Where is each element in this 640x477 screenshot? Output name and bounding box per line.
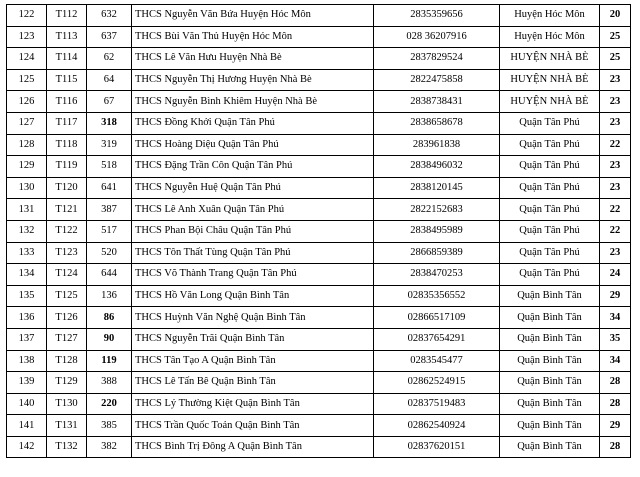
school-name-cell: THCS Lý Thường Kiệt Quận Bình Tân <box>132 393 374 415</box>
school-name-cell: THCS Đặng Trần Côn Quận Tân Phú <box>132 156 374 178</box>
district-cell: Quận Tân Phú <box>500 264 600 286</box>
school-name-cell: THCS Nguyễn Huệ Quận Tân Phú <box>132 177 374 199</box>
phone-cell: 02837654291 <box>374 328 500 350</box>
district-cell: Quận Bình Tân <box>500 436 600 458</box>
district-cell: Quận Bình Tân <box>500 285 600 307</box>
score-cell: 24 <box>600 264 631 286</box>
code-cell: T128 <box>47 350 87 372</box>
school-name-cell: THCS Nguyễn Trãi Quận Bình Tân <box>132 328 374 350</box>
table-row <box>7 112 631 134</box>
district-cell: Quận Bình Tân <box>500 372 600 394</box>
number-cell: 119 <box>87 350 132 372</box>
table-row <box>7 264 631 286</box>
number-cell: 62 <box>87 48 132 70</box>
phone-cell: 2838470253 <box>374 264 500 286</box>
row-number-cell: 131 <box>7 199 47 221</box>
code-cell: T118 <box>47 134 87 156</box>
number-cell: 319 <box>87 134 132 156</box>
score-cell: 29 <box>600 285 631 307</box>
score-cell: 23 <box>600 91 631 113</box>
number-cell: 637 <box>87 26 132 48</box>
row-number-cell: 124 <box>7 48 47 70</box>
school-name-cell: THCS Huỳnh Văn Nghệ Quận Bình Tân <box>132 307 374 329</box>
table-body <box>7 5 631 458</box>
table-row <box>7 393 631 415</box>
school-table-container <box>6 4 631 458</box>
school-name-cell: THCS Nguyễn Thị Hương Huyện Nhà Bè <box>132 69 374 91</box>
table-row <box>7 5 631 27</box>
row-number-cell: 134 <box>7 264 47 286</box>
table-row <box>7 26 631 48</box>
phone-cell: 2822475858 <box>374 69 500 91</box>
district-cell: Quận Tân Phú <box>500 156 600 178</box>
school-name-cell: THCS Đồng Khởi Quận Tân Phú <box>132 112 374 134</box>
row-number-cell: 122 <box>7 5 47 27</box>
phone-cell: 0283545477 <box>374 350 500 372</box>
row-number-cell: 123 <box>7 26 47 48</box>
school-name-cell: THCS Tôn Thất Tùng Quận Tân Phú <box>132 242 374 264</box>
phone-cell: 02835356552 <box>374 285 500 307</box>
district-cell: Huyện Hóc Môn <box>500 5 600 27</box>
code-cell: T112 <box>47 5 87 27</box>
table-row <box>7 350 631 372</box>
code-cell: T126 <box>47 307 87 329</box>
row-number-cell: 129 <box>7 156 47 178</box>
code-cell: T116 <box>47 91 87 113</box>
district-cell: Quận Bình Tân <box>500 350 600 372</box>
score-cell: 25 <box>600 48 631 70</box>
code-cell: T130 <box>47 393 87 415</box>
phone-cell: 2866859389 <box>374 242 500 264</box>
school-name-cell: THCS Tân Tạo A Quận Bình Tân <box>132 350 374 372</box>
district-cell: Huyện Hóc Môn <box>500 26 600 48</box>
score-cell: 22 <box>600 134 631 156</box>
score-cell: 22 <box>600 199 631 221</box>
number-cell: 517 <box>87 220 132 242</box>
district-cell: Quận Tân Phú <box>500 220 600 242</box>
code-cell: T122 <box>47 220 87 242</box>
row-number-cell: 133 <box>7 242 47 264</box>
phone-cell: 2835359656 <box>374 5 500 27</box>
code-cell: T125 <box>47 285 87 307</box>
score-cell: 28 <box>600 372 631 394</box>
code-cell: T114 <box>47 48 87 70</box>
score-cell: 20 <box>600 5 631 27</box>
table-row <box>7 156 631 178</box>
score-cell: 28 <box>600 393 631 415</box>
score-cell: 23 <box>600 112 631 134</box>
table-row <box>7 328 631 350</box>
score-cell: 35 <box>600 328 631 350</box>
phone-cell: 2822152683 <box>374 199 500 221</box>
phone-cell: 2838658678 <box>374 112 500 134</box>
school-name-cell: THCS Hoàng Diệu Quận Tân Phú <box>132 134 374 156</box>
score-cell: 29 <box>600 415 631 437</box>
code-cell: T127 <box>47 328 87 350</box>
district-cell: HUYỆN NHÀ BÈ <box>500 48 600 70</box>
number-cell: 387 <box>87 199 132 221</box>
score-cell: 23 <box>600 69 631 91</box>
school-name-cell: THCS Nguyễn Văn Bứa Huyện Hóc Môn <box>132 5 374 27</box>
school-name-cell: THCS Lê Tấn Bê Quận Bình Tân <box>132 372 374 394</box>
phone-cell: 2837829524 <box>374 48 500 70</box>
school-name-cell: THCS Phan Bội Châu Quận Tân Phú <box>132 220 374 242</box>
table-row <box>7 134 631 156</box>
district-cell: Quận Bình Tân <box>500 393 600 415</box>
district-cell: Quận Tân Phú <box>500 199 600 221</box>
number-cell: 632 <box>87 5 132 27</box>
row-number-cell: 139 <box>7 372 47 394</box>
row-number-cell: 130 <box>7 177 47 199</box>
number-cell: 385 <box>87 415 132 437</box>
district-cell: Quận Tân Phú <box>500 134 600 156</box>
row-number-cell: 136 <box>7 307 47 329</box>
phone-cell: 283961838 <box>374 134 500 156</box>
number-cell: 641 <box>87 177 132 199</box>
code-cell: T119 <box>47 156 87 178</box>
table-row <box>7 436 631 458</box>
phone-cell: 02837519483 <box>374 393 500 415</box>
number-cell: 518 <box>87 156 132 178</box>
school-table <box>6 4 631 458</box>
phone-cell: 2838495989 <box>374 220 500 242</box>
table-row <box>7 220 631 242</box>
table-row <box>7 372 631 394</box>
number-cell: 520 <box>87 242 132 264</box>
number-cell: 388 <box>87 372 132 394</box>
school-name-cell: THCS Lê Anh Xuân Quận Tân Phú <box>132 199 374 221</box>
code-cell: T123 <box>47 242 87 264</box>
row-number-cell: 132 <box>7 220 47 242</box>
score-cell: 22 <box>600 220 631 242</box>
district-cell: Quận Bình Tân <box>500 415 600 437</box>
score-cell: 23 <box>600 242 631 264</box>
phone-cell: 02862540924 <box>374 415 500 437</box>
table-row <box>7 199 631 221</box>
phone-cell: 02837620151 <box>374 436 500 458</box>
score-cell: 23 <box>600 156 631 178</box>
district-cell: HUYỆN NHÀ BÈ <box>500 91 600 113</box>
district-cell: Quận Tân Phú <box>500 177 600 199</box>
row-number-cell: 140 <box>7 393 47 415</box>
row-number-cell: 142 <box>7 436 47 458</box>
table-row <box>7 285 631 307</box>
row-number-cell: 126 <box>7 91 47 113</box>
row-number-cell: 141 <box>7 415 47 437</box>
school-name-cell: THCS Võ Thành Trang Quận Tân Phú <box>132 264 374 286</box>
school-name-cell: THCS Hồ Văn Long Quận Bình Tân <box>132 285 374 307</box>
code-cell: T131 <box>47 415 87 437</box>
table-row <box>7 177 631 199</box>
number-cell: 318 <box>87 112 132 134</box>
district-cell: HUYỆN NHÀ BÈ <box>500 69 600 91</box>
number-cell: 382 <box>87 436 132 458</box>
row-number-cell: 137 <box>7 328 47 350</box>
code-cell: T129 <box>47 372 87 394</box>
phone-cell: 2838496032 <box>374 156 500 178</box>
table-row <box>7 69 631 91</box>
school-name-cell: THCS Nguyễn Bình Khiêm Huyện Nhà Bè <box>132 91 374 113</box>
score-cell: 25 <box>600 26 631 48</box>
table-row <box>7 48 631 70</box>
code-cell: T121 <box>47 199 87 221</box>
number-cell: 64 <box>87 69 132 91</box>
code-cell: T132 <box>47 436 87 458</box>
score-cell: 23 <box>600 177 631 199</box>
district-cell: Quận Bình Tân <box>500 307 600 329</box>
phone-cell: 2838738431 <box>374 91 500 113</box>
district-cell: Quận Bình Tân <box>500 328 600 350</box>
school-name-cell: THCS Bình Trị Đông A Quận Bình Tân <box>132 436 374 458</box>
score-cell: 34 <box>600 350 631 372</box>
table-row <box>7 242 631 264</box>
table-row <box>7 415 631 437</box>
code-cell: T124 <box>47 264 87 286</box>
code-cell: T113 <box>47 26 87 48</box>
code-cell: T117 <box>47 112 87 134</box>
number-cell: 220 <box>87 393 132 415</box>
phone-cell: 02866517109 <box>374 307 500 329</box>
table-row <box>7 91 631 113</box>
district-cell: Quận Tân Phú <box>500 112 600 134</box>
number-cell: 136 <box>87 285 132 307</box>
school-name-cell: THCS Lê Văn Hưu Huyện Nhà Bè <box>132 48 374 70</box>
code-cell: T115 <box>47 69 87 91</box>
number-cell: 644 <box>87 264 132 286</box>
row-number-cell: 125 <box>7 69 47 91</box>
row-number-cell: 135 <box>7 285 47 307</box>
row-number-cell: 127 <box>7 112 47 134</box>
school-name-cell: THCS Bùi Văn Thủ Huyện Hóc Môn <box>132 26 374 48</box>
phone-cell: 028 36207916 <box>374 26 500 48</box>
score-cell: 28 <box>600 436 631 458</box>
row-number-cell: 138 <box>7 350 47 372</box>
score-cell: 34 <box>600 307 631 329</box>
table-row <box>7 307 631 329</box>
number-cell: 67 <box>87 91 132 113</box>
number-cell: 86 <box>87 307 132 329</box>
number-cell: 90 <box>87 328 132 350</box>
row-number-cell: 128 <box>7 134 47 156</box>
school-name-cell: THCS Trần Quốc Toản Quận Bình Tân <box>132 415 374 437</box>
code-cell: T120 <box>47 177 87 199</box>
phone-cell: 2838120145 <box>374 177 500 199</box>
district-cell: Quận Tân Phú <box>500 242 600 264</box>
phone-cell: 02862524915 <box>374 372 500 394</box>
